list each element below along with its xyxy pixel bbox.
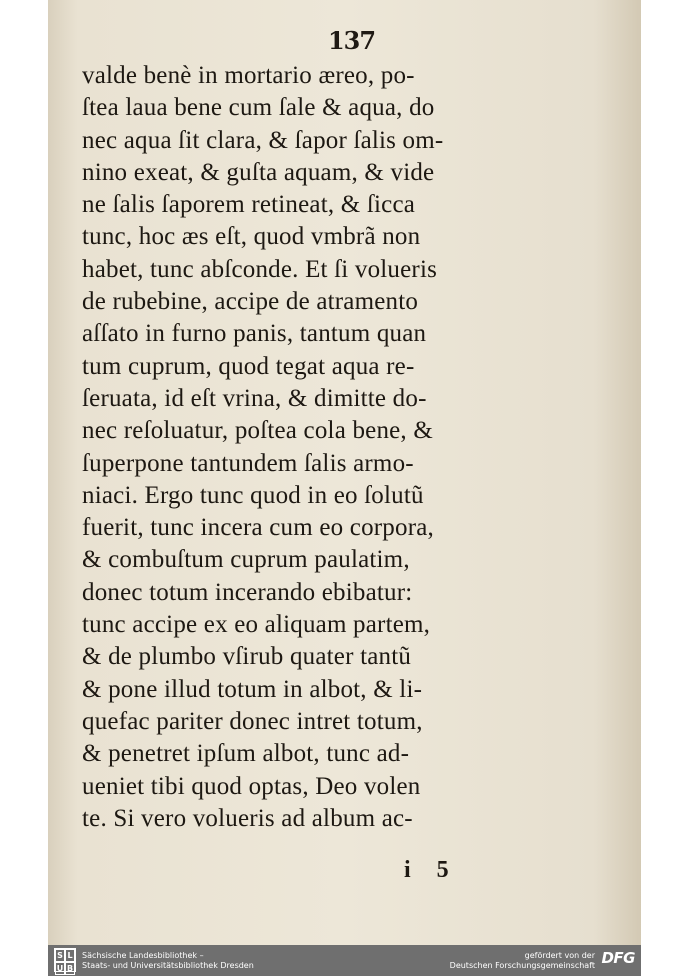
text-line: niaci. Ergo tunc quod in eo ſolutũ (82, 481, 424, 509)
text-line: donec totum incerando ebibatur: (82, 578, 413, 606)
text-line: habet, tunc abſconde. Et ſi volueris (82, 255, 438, 283)
funding-credit (450, 951, 595, 971)
text-line: ſtea laua bene cum ſale & aqua, do (82, 94, 435, 122)
page-number: 137 (327, 26, 376, 55)
slub-logo-icon[interactable]: S L U B (54, 948, 76, 972)
text-line: quefac pariter donec intret totum, (82, 707, 423, 735)
text-line: & combuſtum cuprum paulatim, (82, 546, 410, 574)
text-line: de rubebine, accipe de atramento (82, 288, 419, 316)
text-line: ueniet tibi quod optas, Deo volen (82, 772, 421, 800)
text-line: nec reſoluatur, poſtea cola bene, & (82, 417, 433, 445)
text-line: fuerit, tunc incera cum eo corpora, (82, 514, 434, 542)
text-line: aſſato in furno panis, tantum quan (82, 320, 427, 348)
text-line: tunc accipe ex eo aliquam partem, (82, 611, 431, 639)
text-line: valde benè in mortario æreo, po- (82, 62, 415, 89)
signature-number: 5 (436, 857, 449, 883)
text-line: te. Si vero volueris ad album ac- (82, 804, 413, 832)
body-text (82, 60, 552, 835)
scanned-page (48, 0, 641, 945)
dfg-logo-icon[interactable]: DFG (601, 949, 635, 967)
text-line: nec aqua ſit clara, & ſapor ſalis om- (82, 126, 444, 154)
signature-mark (404, 857, 475, 884)
text-line: ne ſalis ſaporem retineat, & ſicca (82, 191, 416, 219)
text-line: & de plumbo vſirub quater tantũ (82, 643, 412, 671)
text-line: ſeruata, id eſt vrina, & dimitte do- (82, 384, 427, 412)
footer-bar (48, 945, 641, 976)
text-line: tum cuprum, quod tegat aqua re- (82, 352, 415, 380)
funding-line2: Deutschen Forschungsgemeinschaft (449, 961, 595, 970)
signature-letter: i (404, 857, 411, 883)
text-line: & penetret ipſum albot, tunc ad- (82, 740, 410, 768)
library-name-line1: Sächsische Landesbibliothek – (82, 951, 204, 960)
text-line: & pone illud totum in albot, & li- (82, 675, 423, 703)
text-line: nino exeat, & guſta aquam, & vide (82, 158, 435, 186)
funding-line1: gefördert von der (524, 951, 595, 960)
text-line: tunc, hoc æs eſt, quod vmbrã non (82, 223, 421, 251)
library-name-line2: Staats- und Universitätsbibliothek Dresden (82, 961, 254, 970)
text-line: ſuperpone tantundem ſalis armo- (82, 449, 414, 477)
library-credit[interactable] (82, 951, 254, 971)
